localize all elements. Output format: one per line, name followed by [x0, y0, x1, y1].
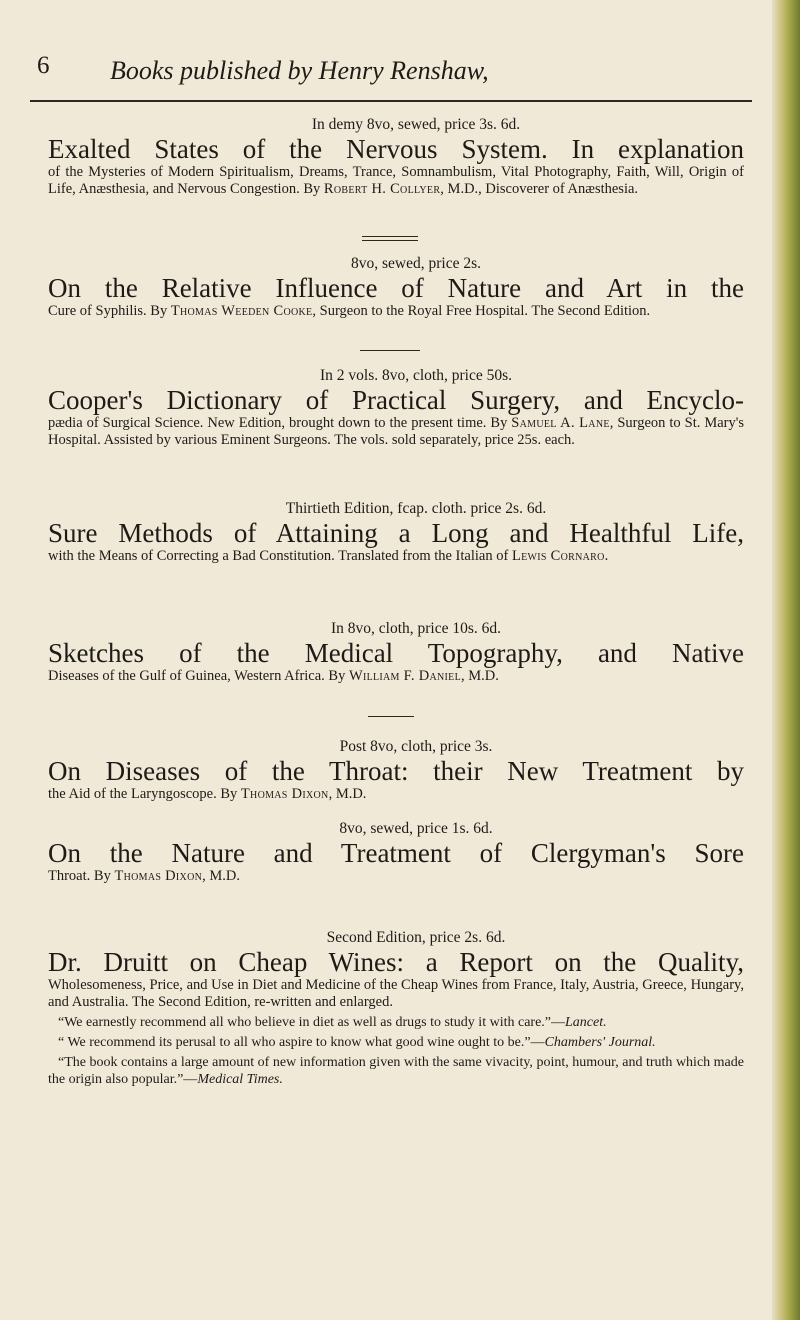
- publication-details: In 2 vols. 8vo, cloth, price 50s.: [319, 367, 512, 384]
- book-description: pædia of Surgical Science. New Edition, brought down to the present time. By Samuel A. Lane, Surgeon to St. Mary's Hospital. Assisted by various Eminent Surgeons. The vols. sold separately, price 25s. each.: [48, 415, 744, 448]
- book-description: of the Mysteries of Modern Spiritualism, Dreams, Trance, Somnambulism, Vital Photography, Faith, Will, Origin of Life, Anæsthesia, and Nervous Congestion. By Robert H. Collyer, M.D., Discoverer of Anæsthesia.: [48, 164, 744, 197]
- page-header: [30, 52, 770, 102]
- book-title: On Diseases of the Throat: their New Treatment by: [48, 756, 744, 786]
- publication-details: Second Edition, price 2s. 6d.: [326, 929, 506, 946]
- book-description: with the Means of Correcting a Bad Constitution. Translated from the Italian of Lewis Cornaro.: [48, 548, 609, 564]
- running-title: Books published by Henry Renshaw,: [110, 56, 489, 85]
- book-description: Wholesomeness, Price, and Use in Diet and Medicine of the Cheap Wines from France, Italy, Austria, Greece, Hungary, and Australia. The Second Edition, re-written and enlarged.: [48, 977, 744, 1010]
- divider: [368, 716, 414, 717]
- author-name: Samuel A. Lane: [511, 415, 610, 431]
- quote-source: Chambers' Journal.: [544, 1035, 656, 1050]
- author-name: Thomas Dixon: [114, 868, 203, 884]
- review-quote: “The book contains a large amount of new information given with the same vivacity, point, humour, and truth which made the origin also popular.”—Medical Times.: [48, 1055, 744, 1087]
- book-entry: [48, 820, 744, 885]
- book-description: Cure of Syphilis. By Thomas Weeden Cooke, Surgeon to the Royal Free Hospital. The Second Edition.: [48, 303, 651, 319]
- book-entry: [48, 500, 744, 565]
- page-number: 6: [37, 52, 50, 79]
- divider: [362, 236, 418, 241]
- book-title: Sure Methods of Attaining a Long and Healthful Life,: [48, 518, 744, 548]
- publication-details: In demy 8vo, sewed, price 3s. 6d.: [311, 116, 521, 133]
- quote-source: Lancet.: [565, 1015, 607, 1030]
- book-entry: [48, 620, 744, 685]
- book-description: the Aid of the Laryngoscope. By Thomas Dixon, M.D.: [48, 786, 367, 802]
- book-description: Diseases of the Gulf of Guinea, Western Africa. By William F. Daniel, M.D.: [48, 668, 499, 684]
- review-quote: “We earnestly recommend all who believe in diet as well as drugs to study it with care.”—Lancet.: [58, 1015, 607, 1030]
- book-title: On the Relative Influence of Nature and Art in the: [48, 273, 744, 303]
- book-entry: [48, 738, 744, 803]
- author-name: Thomas Dixon: [240, 786, 329, 802]
- header-rule: [30, 100, 752, 102]
- review-quote: “ We recommend its perusal to all who aspire to know what good wine ought to be.”—Chambers' Journal.: [58, 1035, 656, 1050]
- publication-details: Post 8vo, cloth, price 3s.: [339, 738, 493, 755]
- book-entry: [48, 255, 744, 320]
- book-title: On the Nature and Treatment of Clergyman's Sore: [48, 838, 744, 868]
- book-title: Sketches of the Medical Topography, and Native: [48, 638, 744, 668]
- author-name: Robert H. Collyer: [323, 181, 441, 197]
- book-title: Cooper's Dictionary of Practical Surgery, and Encyclo-: [48, 385, 744, 415]
- publication-details: In 8vo, cloth, price 10s. 6d.: [330, 620, 502, 637]
- divider: [360, 350, 420, 351]
- publication-details: 8vo, sewed, price 1s. 6d.: [339, 820, 493, 837]
- book-description: Throat. By Thomas Dixon, M.D.: [48, 868, 240, 884]
- publication-details: Thirtieth Edition, fcap. cloth. price 2s. 6d.: [285, 500, 547, 517]
- publication-details: 8vo, sewed, price 2s.: [351, 255, 481, 272]
- author-name: Lewis Cornaro: [511, 548, 605, 564]
- author-name: William F. Daniel: [348, 668, 461, 684]
- book-title: Exalted States of the Nervous System. In explanation: [48, 134, 744, 164]
- quote-source: Medical Times.: [197, 1072, 283, 1087]
- page-edge: [772, 0, 800, 1320]
- book-entry: [48, 116, 744, 198]
- author-name: Thomas Weeden Cooke: [170, 303, 313, 319]
- book-entry: [48, 367, 744, 449]
- book-title: Dr. Druitt on Cheap Wines: a Report on the Quality,: [48, 947, 744, 977]
- book-entry: [48, 929, 744, 1088]
